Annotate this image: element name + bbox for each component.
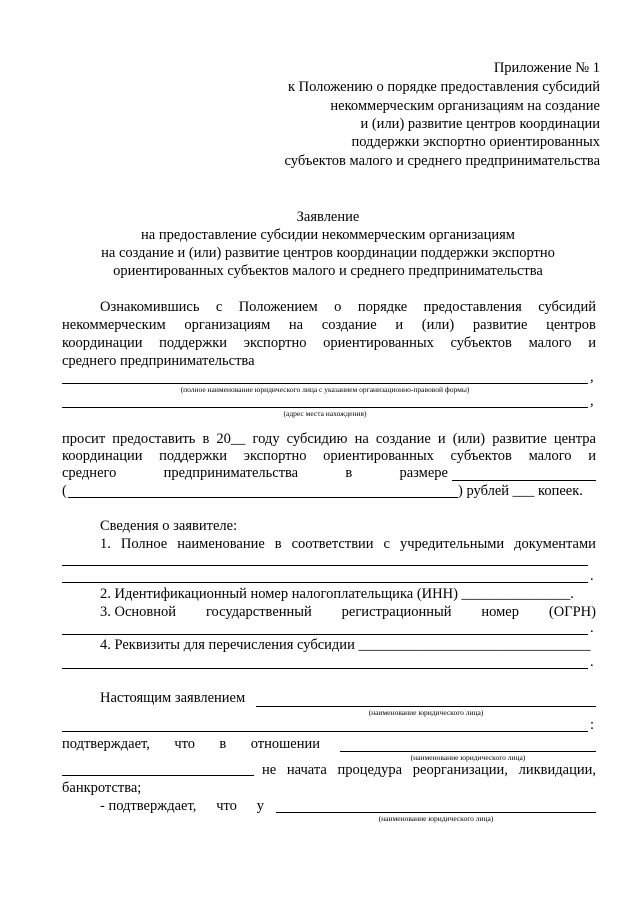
confirm-name-line-2[interactable] <box>62 775 254 776</box>
amount-words-line[interactable] <box>68 497 458 498</box>
comma: , <box>590 369 594 385</box>
title-line-3: ориентированных субъектов малого и среднего предпринимательства <box>113 263 543 279</box>
address-line[interactable] <box>62 407 588 408</box>
confirm2-name-line[interactable] <box>276 812 596 813</box>
caption-org-name: (полное наименование юридического лица с указанием организационно-правовой формы) <box>180 385 470 394</box>
declaration-label: Настоящим заявлением <box>100 690 246 706</box>
item-1: 1. Полное наименование в соответствии с учредительными документами <box>100 536 596 552</box>
item-4-requisites: 4. Реквизиты для перечисления субсидии ________________________________ <box>100 637 591 653</box>
caption-address: (адрес места нахождения) <box>283 409 367 418</box>
caption-declaration: (наименование юридического лица) <box>368 708 484 717</box>
document-title: Заявление <box>296 209 360 225</box>
full-name-line-1[interactable] <box>62 565 588 566</box>
declaration-line-2[interactable] <box>62 731 588 732</box>
dot: . <box>590 568 594 584</box>
appendix-line-1: Приложение № 1 <box>493 60 600 76</box>
org-name-line[interactable] <box>62 383 588 384</box>
open-paren: ( <box>62 483 67 499</box>
declaration-name-line[interactable] <box>256 706 596 707</box>
intro-line-3: координации поддержки экспортно ориентированных субъектов малого и <box>62 335 596 351</box>
dot: . <box>590 620 594 636</box>
request-line-2: координации поддержки экспортно ориентированных субъектов малого и <box>62 448 596 464</box>
dot: . <box>590 654 594 670</box>
bankruptcy-text: банкротства; <box>62 780 142 796</box>
caption-confirm: (наименование юридического лица) <box>410 753 526 762</box>
applicant-heading: Сведения о заявителе: <box>100 518 238 534</box>
intro-line-4: среднего предпринимательства <box>62 353 255 369</box>
not-started-text: не начата процедура реорганизации, ликвидации, <box>262 762 596 778</box>
request-line-1: просит предоставить в 20__ году субсидию на создание и (или) развитие центра <box>62 431 596 447</box>
request-line-3: среднего предпринимательства в размере <box>62 465 448 481</box>
intro-line-2: некоммерческим организациям на создание и (или) развитие центров <box>62 317 596 333</box>
rubles-kopecks: ) рублей ___ копеек. <box>458 483 583 499</box>
ogrn-line[interactable] <box>62 634 588 635</box>
appendix-line-5: поддержки экспортно ориентированных <box>351 134 600 150</box>
amount-field-line[interactable] <box>452 480 596 481</box>
confirm-line: подтверждает, что в отношении <box>62 736 320 752</box>
caption-confirm2: (наименование юридического лица) <box>378 814 494 823</box>
title-line-1: на предоставление субсидии некоммерческим организациям <box>141 227 515 243</box>
requisites-line[interactable] <box>62 668 588 669</box>
appendix-line-6: субъектов малого и среднего предпринимательства <box>284 153 600 169</box>
confirm2-line: - подтверждает, что у <box>100 798 264 814</box>
appendix-line-3: некоммерческим организациям на создание <box>330 98 600 114</box>
full-name-line-2[interactable] <box>62 582 588 583</box>
comma: , <box>590 393 594 409</box>
colon: : <box>590 717 595 733</box>
intro-line-1: Ознакомившись с Положением о порядке предоставления субсидий <box>100 299 596 315</box>
item-2-inn: 2. Идентификационный номер налогоплательщика (ИНН) _______________. <box>100 586 574 602</box>
confirm-name-line[interactable] <box>340 751 596 752</box>
item-3-ogrn: 3. Основной государственный регистрационный номер (ОГРН) <box>100 604 596 620</box>
appendix-line-4: и (или) развитие центров координации <box>360 116 600 132</box>
appendix-line-2: к Положению о порядке предоставления субсидий <box>287 79 600 95</box>
title-line-2: на создание и (или) развитие центров координации поддержки экспортно <box>101 245 555 261</box>
